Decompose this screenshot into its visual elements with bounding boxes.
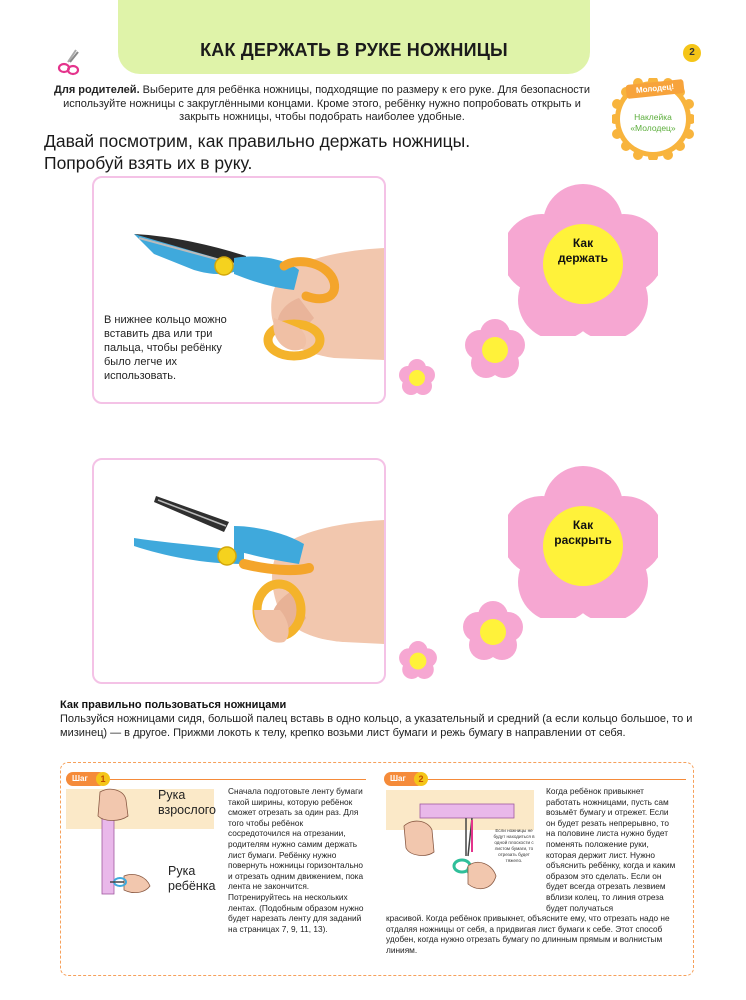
parents-note-label: Для родителей. [54, 84, 140, 96]
scissors-open-illustration [94, 460, 384, 682]
section-text: Пользуйся ножницами сидя, большой палец вставь в одно кольцо, а указательный и средний (а если кольцо большое, то и мизинец) — в другое. Прижми локоть к телу, крепко возьми лист бумаги и режь бумагу в направлении от себя. [60, 713, 693, 739]
flower-small-2 [398, 358, 436, 396]
label-child-hand [168, 864, 215, 894]
step1-badge: Шаг [66, 772, 106, 786]
step1-rule [66, 779, 366, 781]
section-title: Как правильно пользоваться ножницами [60, 699, 287, 711]
scissors-icon [56, 48, 82, 76]
flower-small-1 [464, 318, 526, 380]
flower-small-3 [462, 600, 524, 662]
sticker-label [620, 112, 686, 134]
lead-line-2: Попробуй взять их в руку. [44, 153, 253, 173]
step2-rule [384, 779, 686, 781]
step1-illustration [80, 786, 170, 898]
sticker-ribbon: Молодец! [625, 79, 684, 99]
step2-text-bottom: красивой. Когда ребёнок привыкнет, объясните ему, что отрезать надо не отдаляя ножницы от себя, а придвигая лист бумаги к себе. Этот способ удобен, когда нужно отрезать бумагу по длинным прямым и волнистым линиям. [386, 913, 670, 955]
flower-open-label-line2: раскрыть [554, 533, 612, 547]
lead-line-1: Давай посмотрим, как правильно держать ножницы. [44, 131, 471, 151]
label-adult-hand-line2: взрослого [158, 803, 217, 817]
flower-hold-label [543, 236, 623, 266]
flower-hold-label-line2: держать [557, 251, 609, 265]
parents-note-text: Выберите для ребёнка ножницы, подходящие по размеру к его руке. Для безопасности используйте ножницы с закруглёнными концами. Кроме этого, ребёнку нужно попробовать открыть и закрыть ножницы, чтобы подобрать наиболее удобные. [63, 84, 590, 123]
sticker-label-line1: Наклейка [634, 112, 672, 122]
sticker-label-line2: «Молодец» [630, 123, 676, 133]
lead-text [44, 130, 604, 174]
step2-number: 2 [414, 772, 428, 786]
label-child-hand-line2: ребёнка [168, 879, 216, 893]
step2-badge: Шаг [384, 772, 424, 786]
label-adult-hand-line1: Рука [158, 788, 186, 802]
label-adult-hand [158, 788, 216, 818]
parents-note [44, 84, 600, 125]
photo-note: В нижнее кольцо можно вставить два или три пальца, чтобы ребёнку было легче их использовать. [104, 313, 234, 383]
flower-open-label-line1: Как [572, 518, 594, 532]
step1-text: Сначала подготовьте ленту бумаги такой ширины, которую ребёнок сможет отрезать за один раз. Для того чтобы ребёнок сосредоточился на отрезании, родителям нужно самим держать лист бумаги. Ребёнку нужно повернуть ножницы горизонтально и отрезать одним движением, пока лента не закончится. Потренируйтесь на нескольких лентах. (Подобным образом нужно будет нарезать ленту для заданий на страницах 7, 9, 11, 13). [228, 786, 364, 934]
step2-text-right: Когда ребёнок привыкнет работать ножницами, пусть сам возьмёт бумагу и отрежет. Если он будет резать непрерывно, то на половине листа нужно будет поменять положение руки, которая держит лист. Нужно объяснить ребёнку, когда и каким образом это сделать. Если он будет всегда отрезать лезвием вблизи колец, то линия отреза будет получаться [546, 786, 676, 913]
flower-open-label [543, 518, 623, 548]
step2-callout: Если ножницы не будут находиться в одной плоскости с листом бумаги, то отрезать будет тяжело. [493, 828, 535, 863]
flower-hold-label-line1: Как [572, 236, 594, 250]
label-child-hand-line1: Рука [168, 864, 196, 878]
page-number: 2 [683, 44, 701, 62]
header-band [118, 0, 590, 74]
flower-small-4 [398, 640, 438, 680]
photo-opening-scissors [92, 458, 386, 684]
step1-number: 1 [96, 772, 110, 786]
page-title: КАК ДЕРЖАТЬ В РУКЕ НОЖНИЦЫ [200, 40, 508, 60]
